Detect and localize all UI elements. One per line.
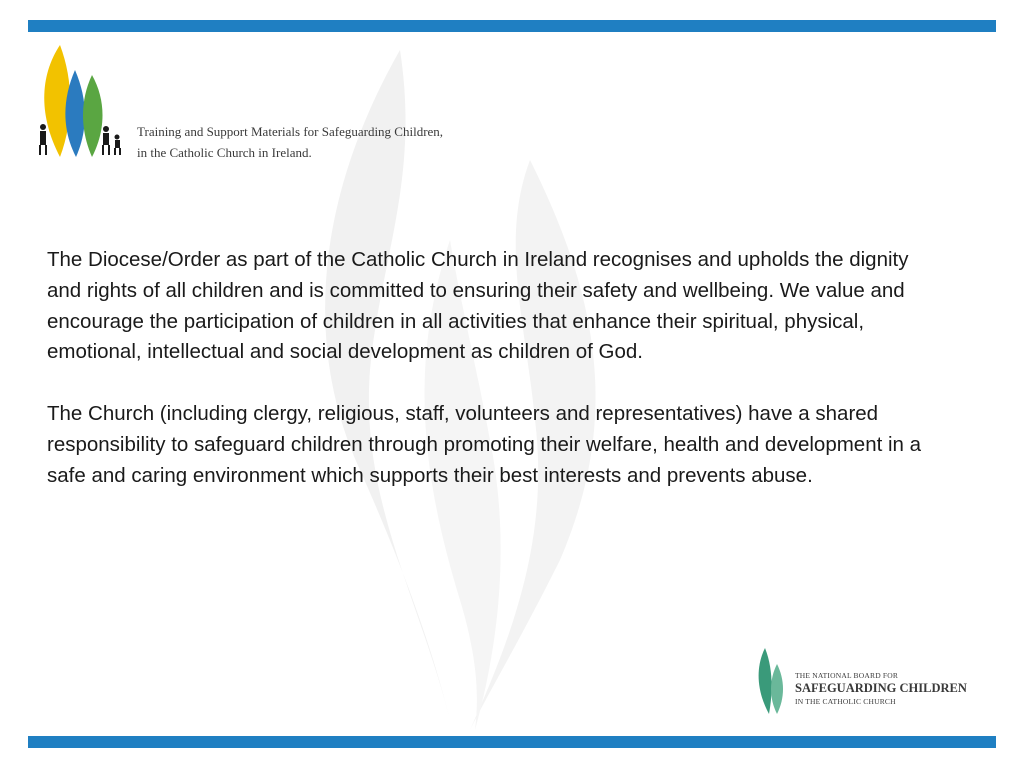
national-board-wordmark — [795, 670, 967, 707]
nb-line-1: THE NATIONAL BOARD FOR — [795, 671, 899, 680]
nb-line-3: IN THE CATHOLIC CHURCH — [795, 697, 896, 706]
paragraph-2: The Church (including clergy, religious, staff, volunteers and representatives) have a shared responsibility to safeguard children through promoting their welfare, health and development in a safe and caring environment which supports their best interests and prevents abuse. — [47, 401, 922, 487]
national-board-flame-logo — [757, 648, 789, 714]
header-title — [137, 121, 443, 163]
bottom-accent-bar — [28, 736, 996, 748]
header-line-1: Training and Support Materials for Safeguarding Children, — [137, 124, 444, 139]
top-accent-bar — [28, 20, 996, 32]
safeguarding-flame-logo — [30, 45, 130, 160]
paragraph-1: The Diocese/Order as part of the Catholic Church in Ireland recognises and upholds the dignity and rights of all children and is committed to ensuring their safety and wellbeing. We value and encourage the participation of children in all activities that enhance their spiritual, physical, emotional, intellectual and social development as children of God. — [47, 248, 909, 364]
body-content — [47, 245, 927, 522]
nb-line-2: SAFEGUARDING CHILDREN — [795, 681, 967, 695]
header-line-2: in the Catholic Church in Ireland. — [137, 145, 312, 160]
